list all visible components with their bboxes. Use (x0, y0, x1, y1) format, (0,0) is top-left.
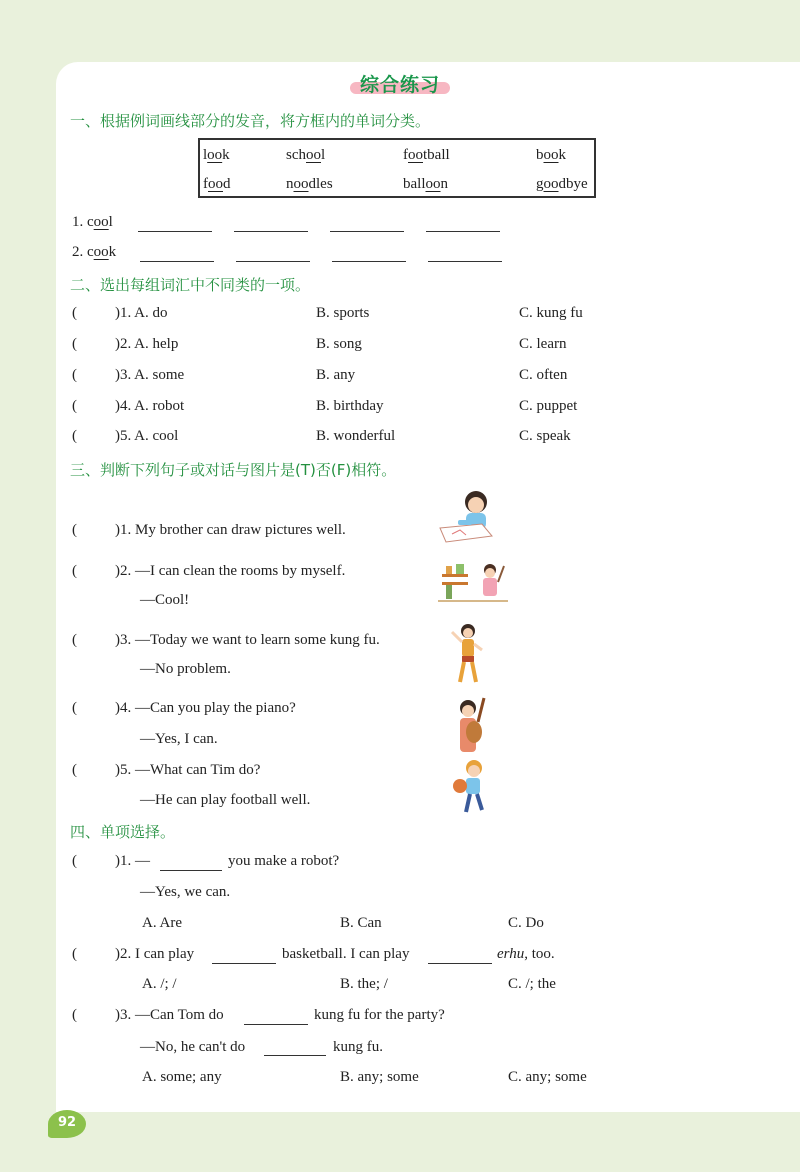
question-3-prefix: )3. —Can Tom do (115, 1007, 224, 1023)
option-c[interactable]: C. Do (508, 915, 544, 931)
question-1-reply: —Yes, we can. (140, 884, 231, 900)
option-b[interactable]: B. Can (340, 915, 382, 931)
option-a[interactable]: )1. A. do (115, 305, 168, 321)
answer-paren[interactable]: ( (72, 762, 77, 778)
option-a[interactable]: )4. A. robot (115, 398, 185, 414)
answer-paren[interactable]: ( (72, 700, 77, 716)
option-a[interactable]: )3. A. some (115, 367, 185, 383)
boy-with-ball-picture (450, 758, 494, 816)
question-2-prefix: )2. I can play (115, 946, 195, 962)
answer-paren[interactable]: ( (72, 1007, 77, 1023)
option-b[interactable]: B. the; / (340, 976, 388, 992)
question-2-end: erhu, too. (497, 946, 555, 962)
word-item: balloon (403, 176, 448, 192)
section-3-heading: 三、判断下列句子或对话与图片是(T)否(F)相符。 (70, 461, 397, 479)
question-2-middle: basketball. I can play (282, 946, 410, 962)
answer-paren[interactable]: ( (72, 632, 77, 648)
word-item: book (536, 147, 566, 163)
option-a[interactable]: A. Are (142, 915, 182, 931)
option-b[interactable]: B. sports (316, 305, 370, 321)
answer-paren[interactable]: ( (72, 305, 77, 321)
answer-blank[interactable] (236, 261, 310, 262)
kung-fu-boy-picture (450, 622, 486, 688)
boy-drawing-picture (436, 488, 500, 546)
answer-paren[interactable]: ( (72, 563, 77, 579)
question-3-reply-prefix: —No, he can't do (140, 1039, 246, 1055)
option-c[interactable]: C. any; some (508, 1069, 587, 1085)
statement-3-reply: —No problem. (140, 661, 231, 677)
answer-blank[interactable] (330, 231, 404, 232)
example-1: 1. cool (72, 214, 113, 230)
question-1-text: you make a robot? (228, 853, 340, 869)
word-item: school (286, 147, 326, 163)
answer-blank[interactable] (428, 261, 502, 262)
statement-4-reply: —Yes, I can. (140, 731, 218, 747)
word-item: look (203, 147, 230, 163)
statement-2: )2. —I can clean the rooms by myself. (115, 563, 346, 579)
answer-blank[interactable] (138, 231, 212, 232)
question-1-prefix: )1. — (115, 853, 150, 869)
option-c[interactable]: C. /; the (508, 976, 556, 992)
option-c[interactable]: C. learn (519, 336, 567, 352)
girl-with-pipa-picture (452, 694, 492, 756)
statement-3: )3. —Today we want to learn some kung fu. (115, 632, 380, 648)
option-a[interactable]: A. /; / (142, 976, 177, 992)
option-c[interactable]: C. kung fu (519, 305, 583, 321)
word-item: food (203, 176, 231, 192)
title-banner (330, 70, 470, 100)
option-b[interactable]: B. any; some (340, 1069, 419, 1085)
section-1-heading: 一、根据例词画线部分的发音，将方框内的单词分类。 (70, 112, 431, 130)
example-2: 2. cook (72, 244, 117, 260)
option-b[interactable]: B. birthday (316, 398, 384, 414)
answer-paren[interactable]: ( (72, 853, 77, 869)
answer-paren[interactable]: ( (72, 336, 77, 352)
option-a[interactable]: A. some; any (142, 1069, 222, 1085)
question-3-reply-end: kung fu. (333, 1039, 383, 1055)
answer-blank[interactable] (428, 963, 492, 964)
answer-blank[interactable] (140, 261, 214, 262)
answer-paren[interactable]: ( (72, 946, 77, 962)
statement-5-reply: —He can play football well. (140, 792, 311, 808)
answer-paren[interactable]: ( (72, 428, 77, 444)
word-item: noodles (286, 176, 333, 192)
option-b[interactable]: B. song (316, 336, 362, 352)
statement-1: )1. My brother can draw pictures well. (115, 522, 346, 538)
word-item: goodbye (536, 176, 588, 192)
option-b[interactable]: B. wonderful (316, 428, 396, 444)
answer-blank[interactable] (332, 261, 406, 262)
answer-blank[interactable] (264, 1055, 326, 1056)
answer-paren[interactable]: ( (72, 398, 77, 414)
statement-4: )4. —Can you play the piano? (115, 700, 296, 716)
section-4-heading: 四、单项选择。 (70, 823, 176, 841)
word-item: football (403, 147, 450, 163)
page-number-badge (48, 1110, 88, 1140)
question-3-text: kung fu for the party? (314, 1007, 445, 1023)
page-number: 92 (57, 1115, 77, 1130)
answer-paren[interactable]: ( (72, 367, 77, 383)
option-a[interactable]: )2. A. help (115, 336, 179, 352)
option-b[interactable]: B. any (316, 367, 356, 383)
answer-blank[interactable] (234, 231, 308, 232)
girl-cleaning-picture (438, 560, 508, 610)
answer-blank[interactable] (160, 870, 222, 871)
section-2-heading: 二、选出每组词汇中不同类的一项。 (70, 276, 311, 294)
page-title: 综合练习 (359, 74, 440, 96)
statement-5: )5. —What can Tim do? (115, 762, 261, 778)
option-a[interactable]: )5. A. cool (115, 428, 179, 444)
option-c[interactable]: C. speak (519, 428, 571, 444)
option-c[interactable]: C. often (519, 367, 568, 383)
answer-blank[interactable] (244, 1024, 308, 1025)
answer-paren[interactable]: ( (72, 522, 77, 538)
answer-blank[interactable] (212, 963, 276, 964)
answer-blank[interactable] (426, 231, 500, 232)
option-c[interactable]: C. puppet (519, 398, 578, 414)
statement-2-reply: —Cool! (140, 592, 190, 608)
